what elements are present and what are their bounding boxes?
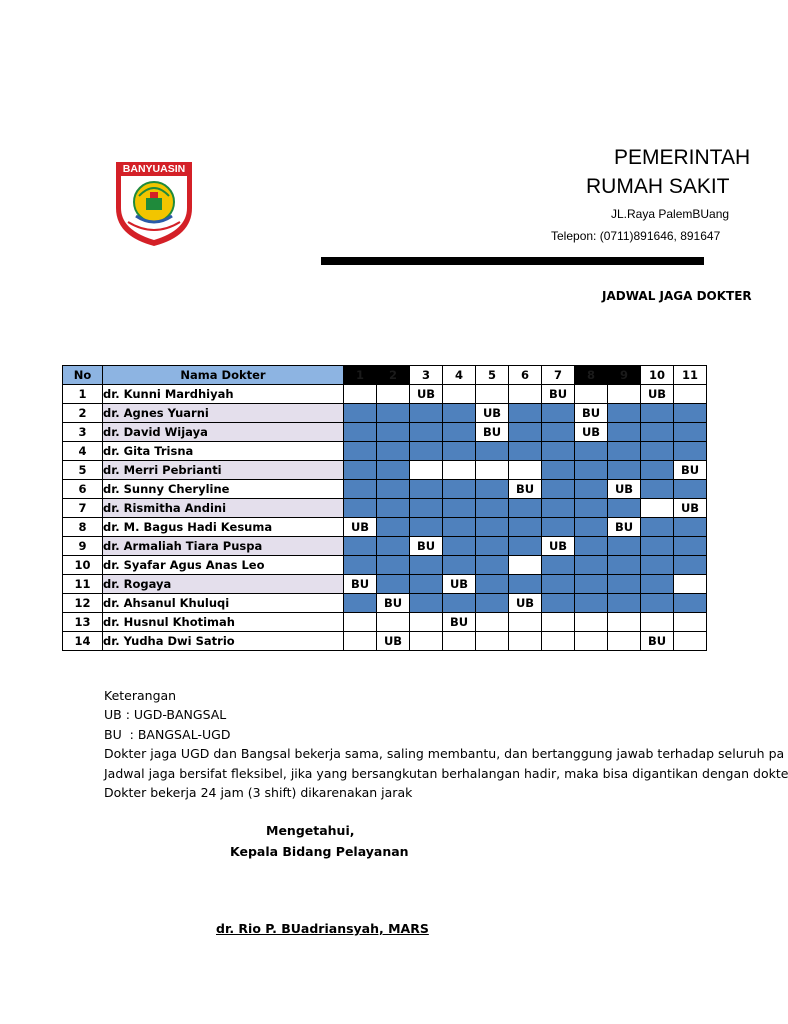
shift-cell bbox=[344, 556, 377, 575]
svg-text:BANYUASIN: BANYUASIN bbox=[122, 163, 186, 175]
shift-cell bbox=[476, 480, 509, 499]
day-header: 11 bbox=[674, 366, 707, 385]
shift-cell bbox=[443, 499, 476, 518]
doctor-name: dr. Merri Pebrianti bbox=[103, 461, 344, 480]
shift-cell: BU bbox=[344, 575, 377, 594]
shift-cell bbox=[575, 556, 608, 575]
shift-cell bbox=[575, 575, 608, 594]
shift-cell bbox=[608, 499, 641, 518]
legend-ub: UB : UGD-BANGSAL bbox=[104, 707, 227, 723]
shift-cell bbox=[410, 480, 443, 499]
doctor-name: dr. Kunni Mardhiyah bbox=[103, 385, 344, 404]
shift-cell bbox=[608, 575, 641, 594]
table-row bbox=[63, 518, 707, 537]
shift-cell: UB bbox=[542, 537, 575, 556]
shift-cell bbox=[443, 404, 476, 423]
shift-cell bbox=[608, 404, 641, 423]
shift-cell bbox=[608, 537, 641, 556]
shift-cell bbox=[410, 518, 443, 537]
shift-cell bbox=[509, 404, 542, 423]
shift-cell bbox=[377, 442, 410, 461]
shift-cell bbox=[443, 442, 476, 461]
shift-cell bbox=[542, 442, 575, 461]
shift-cell bbox=[575, 442, 608, 461]
shift-cell bbox=[641, 423, 674, 442]
shift-cell: UB bbox=[476, 404, 509, 423]
schedule-table bbox=[62, 365, 707, 651]
day-header: 3 bbox=[410, 366, 443, 385]
notes-block bbox=[104, 686, 788, 802]
header-address: JL.Raya PalemBUang bbox=[611, 207, 730, 221]
note-line: Dokter jaga UGD dan Bangsal bekerja sama, saling membantu, dan bertanggung jawab terhadap seluruh pa bbox=[104, 746, 785, 762]
shift-cell bbox=[377, 404, 410, 423]
shift-cell bbox=[509, 518, 542, 537]
shift-cell bbox=[410, 594, 443, 613]
table-row bbox=[63, 537, 707, 556]
shift-cell bbox=[377, 385, 410, 404]
table-row bbox=[63, 385, 707, 404]
shift-cell bbox=[509, 442, 542, 461]
day-header: 7 bbox=[542, 366, 575, 385]
doctor-name: dr. Sunny Cheryline bbox=[103, 480, 344, 499]
shift-cell bbox=[410, 423, 443, 442]
shift-cell bbox=[377, 461, 410, 480]
shift-cell bbox=[443, 518, 476, 537]
shift-cell bbox=[377, 423, 410, 442]
shift-cell bbox=[344, 480, 377, 499]
row-number: 6 bbox=[63, 480, 103, 499]
shift-cell bbox=[443, 556, 476, 575]
notes-heading: Keterangan bbox=[104, 688, 177, 703]
row-number: 3 bbox=[63, 423, 103, 442]
note-line: Dokter bekerja 24 jam (3 shift) dikarenakan jarak bbox=[104, 785, 413, 801]
shift-cell: BU bbox=[509, 480, 542, 499]
day-header: 5 bbox=[476, 366, 509, 385]
shift-cell bbox=[476, 461, 509, 480]
shift-cell bbox=[575, 594, 608, 613]
doctor-name: dr. Armaliah Tiara Puspa bbox=[103, 537, 344, 556]
table-row bbox=[63, 423, 707, 442]
shift-cell bbox=[608, 556, 641, 575]
doctor-name: dr. Ahsanul Khuluqi bbox=[103, 594, 344, 613]
shift-cell: BU bbox=[542, 385, 575, 404]
shift-cell: UB bbox=[575, 423, 608, 442]
shift-cell bbox=[641, 594, 674, 613]
header-divider bbox=[321, 257, 704, 265]
shift-cell: BU bbox=[674, 461, 707, 480]
shift-cell bbox=[575, 385, 608, 404]
row-number: 9 bbox=[63, 537, 103, 556]
shift-cell bbox=[377, 575, 410, 594]
shift-cell bbox=[344, 537, 377, 556]
shift-cell bbox=[542, 480, 575, 499]
shift-cell bbox=[641, 499, 674, 518]
shift-cell bbox=[509, 537, 542, 556]
schedule-header-row bbox=[63, 366, 707, 385]
row-number: 11 bbox=[63, 575, 103, 594]
shift-cell bbox=[641, 442, 674, 461]
shift-cell: UB bbox=[443, 575, 476, 594]
note-line: Jadwal jaga bersifat fleksibel, jika yang bersangkutan berhalangan hadir, maka bisa digantikan dengan dokte bbox=[104, 765, 788, 781]
shift-cell bbox=[575, 499, 608, 518]
shift-cell bbox=[476, 575, 509, 594]
legend-bu: BU : BANGSAL-UGD bbox=[104, 726, 231, 742]
shift-cell bbox=[674, 518, 707, 537]
row-number: 1 bbox=[63, 385, 103, 404]
doctor-name: dr. Gita Trisna bbox=[103, 442, 344, 461]
shift-cell bbox=[344, 404, 377, 423]
row-number: 2 bbox=[63, 404, 103, 423]
signature-position: Kepala Bidang Pelayanan bbox=[230, 844, 409, 859]
shift-cell bbox=[641, 613, 674, 632]
shift-cell bbox=[674, 594, 707, 613]
shift-cell bbox=[608, 461, 641, 480]
shift-cell bbox=[443, 480, 476, 499]
shift-cell bbox=[674, 385, 707, 404]
row-number: 7 bbox=[63, 499, 103, 518]
shift-cell bbox=[377, 499, 410, 518]
table-row bbox=[63, 613, 707, 632]
row-number: 10 bbox=[63, 556, 103, 575]
banyuasin-logo bbox=[112, 158, 196, 248]
shift-cell bbox=[509, 461, 542, 480]
doctor-name: dr. Agnes Yuarni bbox=[103, 404, 344, 423]
shift-cell bbox=[344, 613, 377, 632]
shift-cell bbox=[410, 499, 443, 518]
shift-cell bbox=[509, 575, 542, 594]
shift-cell: BU bbox=[410, 537, 443, 556]
row-number: 4 bbox=[63, 442, 103, 461]
shift-cell bbox=[377, 613, 410, 632]
signature-name: dr. Rio P. BUadriansyah, MARS bbox=[216, 921, 429, 936]
shift-cell bbox=[509, 632, 542, 651]
shift-cell bbox=[608, 632, 641, 651]
shift-cell bbox=[641, 537, 674, 556]
shift-cell bbox=[476, 442, 509, 461]
shift-cell bbox=[608, 613, 641, 632]
shift-cell bbox=[344, 499, 377, 518]
document-title: JADWAL JAGA DOKTER bbox=[602, 289, 752, 303]
shift-cell bbox=[674, 556, 707, 575]
day-header: 10 bbox=[641, 366, 674, 385]
day-header: 1 bbox=[344, 366, 377, 385]
shift-cell bbox=[575, 518, 608, 537]
shift-cell bbox=[443, 594, 476, 613]
day-header: 2 bbox=[377, 366, 410, 385]
shift-cell bbox=[542, 594, 575, 613]
shift-cell: BU bbox=[641, 632, 674, 651]
shift-cell bbox=[542, 461, 575, 480]
shift-cell: UB bbox=[344, 518, 377, 537]
shift-cell bbox=[674, 537, 707, 556]
shift-cell bbox=[377, 480, 410, 499]
shift-cell bbox=[509, 613, 542, 632]
shift-cell bbox=[509, 499, 542, 518]
shift-cell: UB bbox=[608, 480, 641, 499]
shift-cell bbox=[542, 575, 575, 594]
shift-cell: UB bbox=[674, 499, 707, 518]
shift-cell bbox=[542, 632, 575, 651]
doctor-name: dr. Syafar Agus Anas Leo bbox=[103, 556, 344, 575]
shift-cell bbox=[542, 423, 575, 442]
shift-cell bbox=[641, 404, 674, 423]
table-row bbox=[63, 575, 707, 594]
shift-cell bbox=[575, 613, 608, 632]
shift-cell bbox=[608, 594, 641, 613]
shift-cell bbox=[476, 556, 509, 575]
header-hospital: RUMAH SAKIT bbox=[586, 175, 730, 198]
day-header: 4 bbox=[443, 366, 476, 385]
shift-cell bbox=[344, 423, 377, 442]
shift-cell bbox=[410, 613, 443, 632]
shift-cell bbox=[443, 385, 476, 404]
shift-cell bbox=[410, 442, 443, 461]
shift-cell bbox=[344, 385, 377, 404]
shift-cell bbox=[641, 556, 674, 575]
shift-cell bbox=[608, 385, 641, 404]
shift-cell bbox=[608, 423, 641, 442]
row-number: 5 bbox=[63, 461, 103, 480]
shift-cell bbox=[476, 385, 509, 404]
shift-cell bbox=[641, 518, 674, 537]
table-row bbox=[63, 556, 707, 575]
shift-cell bbox=[344, 461, 377, 480]
shift-cell bbox=[443, 423, 476, 442]
shift-cell bbox=[641, 575, 674, 594]
shift-cell bbox=[674, 480, 707, 499]
shift-cell bbox=[575, 480, 608, 499]
shift-cell bbox=[344, 594, 377, 613]
col-no-header: No bbox=[63, 366, 103, 385]
row-number: 14 bbox=[63, 632, 103, 651]
shift-cell bbox=[410, 461, 443, 480]
shift-cell bbox=[410, 575, 443, 594]
shift-cell bbox=[542, 499, 575, 518]
shift-cell: UB bbox=[410, 385, 443, 404]
shift-cell bbox=[674, 442, 707, 461]
col-name-header: Nama Dokter bbox=[103, 366, 344, 385]
shift-cell bbox=[575, 461, 608, 480]
table-row bbox=[63, 594, 707, 613]
doctor-name: dr. Rismitha Andini bbox=[103, 499, 344, 518]
day-header: 9 bbox=[608, 366, 641, 385]
signature-acknowledged: Mengetahui, bbox=[266, 823, 355, 838]
row-number: 8 bbox=[63, 518, 103, 537]
shift-cell: UB bbox=[641, 385, 674, 404]
shift-cell bbox=[344, 442, 377, 461]
shift-cell bbox=[542, 518, 575, 537]
shift-cell bbox=[674, 632, 707, 651]
shift-cell bbox=[377, 518, 410, 537]
row-number: 13 bbox=[63, 613, 103, 632]
doctor-name: dr. David Wijaya bbox=[103, 423, 344, 442]
shift-cell bbox=[476, 594, 509, 613]
shift-cell bbox=[377, 556, 410, 575]
shift-cell bbox=[344, 632, 377, 651]
shift-cell bbox=[476, 499, 509, 518]
doctor-name: dr. Rogaya bbox=[103, 575, 344, 594]
shift-cell bbox=[575, 632, 608, 651]
shift-cell bbox=[674, 575, 707, 594]
shift-cell bbox=[410, 556, 443, 575]
table-row bbox=[63, 480, 707, 499]
shift-cell bbox=[641, 461, 674, 480]
shift-cell bbox=[410, 632, 443, 651]
shift-cell: BU bbox=[443, 613, 476, 632]
shift-cell bbox=[641, 480, 674, 499]
table-row bbox=[63, 461, 707, 480]
shift-cell: BU bbox=[575, 404, 608, 423]
table-row bbox=[63, 442, 707, 461]
table-row bbox=[63, 404, 707, 423]
shift-cell bbox=[476, 518, 509, 537]
doctor-name: dr. Husnul Khotimah bbox=[103, 613, 344, 632]
shift-cell bbox=[542, 613, 575, 632]
shift-cell bbox=[542, 404, 575, 423]
shift-cell bbox=[674, 613, 707, 632]
shift-cell bbox=[476, 537, 509, 556]
shift-cell bbox=[542, 556, 575, 575]
shift-cell bbox=[674, 423, 707, 442]
shift-cell bbox=[443, 632, 476, 651]
shift-cell bbox=[476, 613, 509, 632]
day-header: 8 bbox=[575, 366, 608, 385]
shift-cell: BU bbox=[476, 423, 509, 442]
header-phone: Telepon: (0711)891646, 891647 bbox=[551, 229, 721, 243]
shift-cell: UB bbox=[509, 594, 542, 613]
header-government: PEMERINTAH bbox=[614, 146, 751, 169]
shift-cell bbox=[674, 404, 707, 423]
shift-cell bbox=[410, 404, 443, 423]
doctor-name: dr. M. Bagus Hadi Kesuma bbox=[103, 518, 344, 537]
shift-cell bbox=[377, 537, 410, 556]
day-header: 6 bbox=[509, 366, 542, 385]
shift-cell bbox=[476, 632, 509, 651]
shift-cell: BU bbox=[377, 594, 410, 613]
shift-cell: UB bbox=[377, 632, 410, 651]
doctor-name: dr. Yudha Dwi Satrio bbox=[103, 632, 344, 651]
shift-cell bbox=[509, 423, 542, 442]
row-number: 12 bbox=[63, 594, 103, 613]
shift-cell bbox=[443, 461, 476, 480]
table-row bbox=[63, 632, 707, 651]
shift-cell bbox=[509, 385, 542, 404]
shift-cell: BU bbox=[608, 518, 641, 537]
shift-cell bbox=[608, 442, 641, 461]
shift-cell bbox=[575, 537, 608, 556]
shift-cell bbox=[509, 556, 542, 575]
shift-cell bbox=[443, 537, 476, 556]
table-row bbox=[63, 499, 707, 518]
